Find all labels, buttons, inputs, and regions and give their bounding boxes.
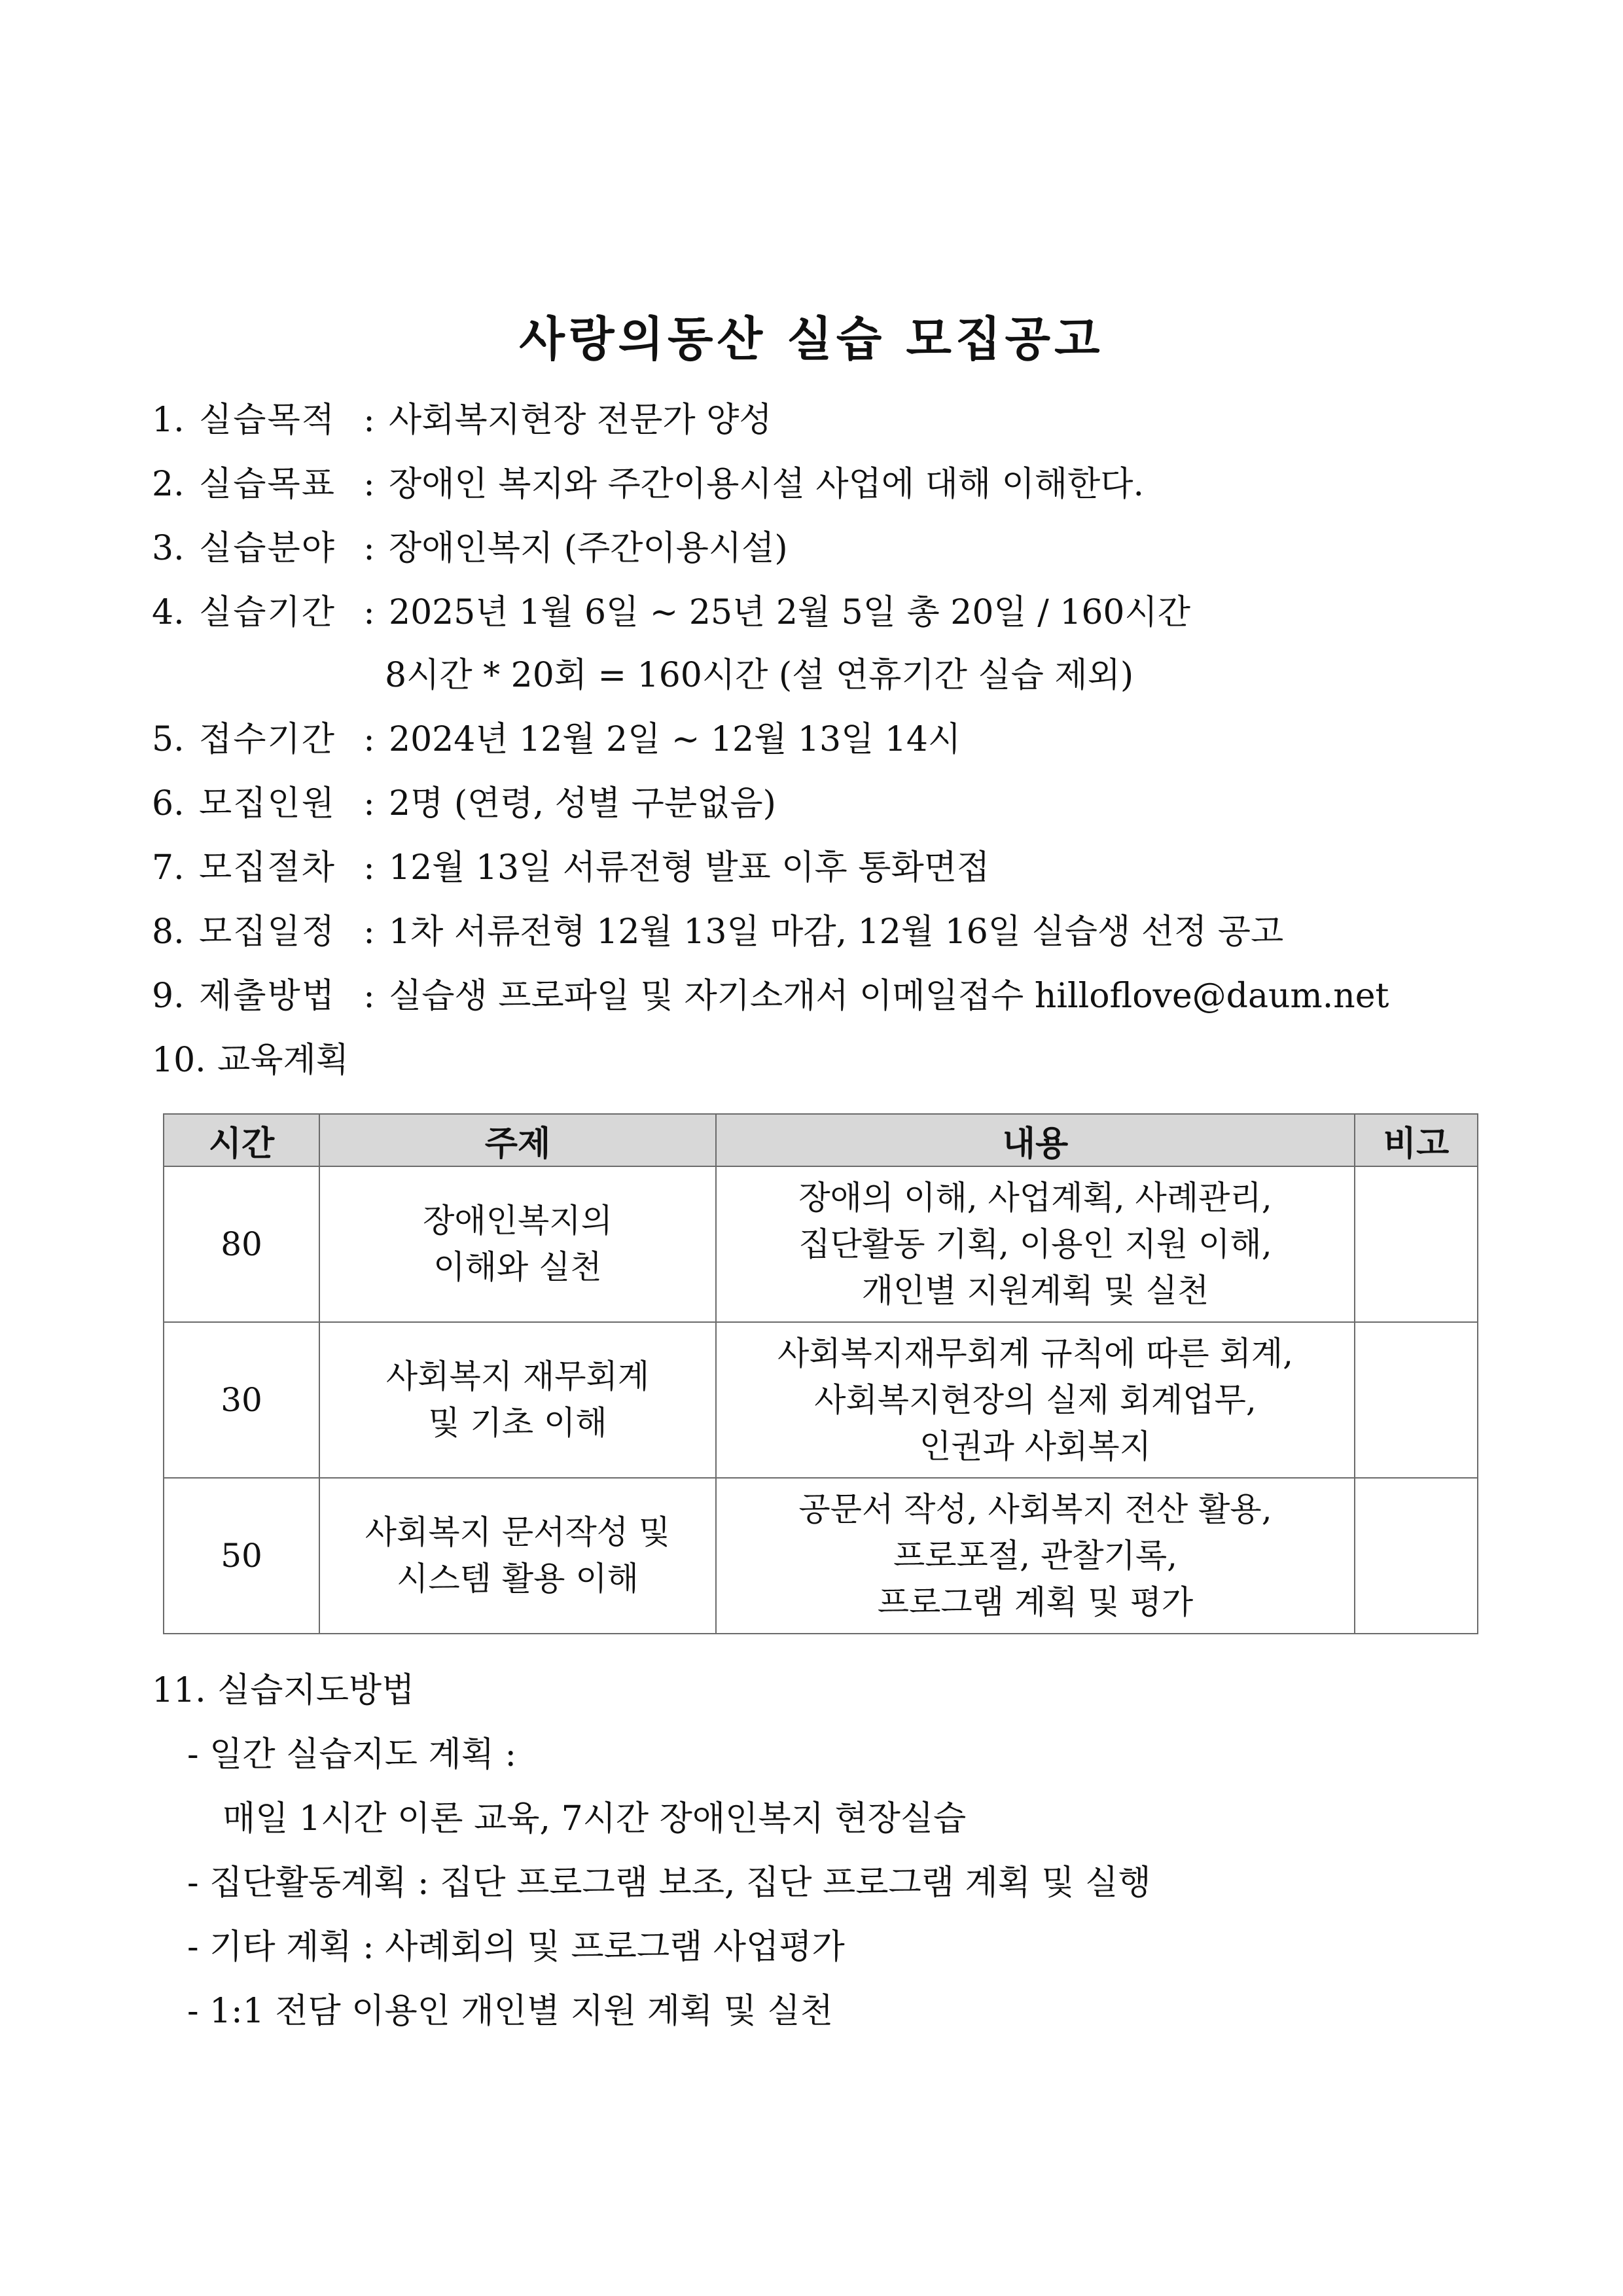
cell-note [1355, 1478, 1478, 1634]
item-number: 10. [152, 1041, 206, 1080]
item-value: 12월 13일 서류전형 발표 이후 통화면접 [389, 848, 990, 888]
item-goal [152, 465, 1145, 504]
topic-line: 사회복지 재무회계 [385, 1357, 650, 1395]
item-submission [152, 977, 1389, 1016]
section-education-plan [152, 1041, 349, 1080]
item-label: 제출방법 [199, 977, 336, 1016]
item-value: 장애인 복지와 주간이용시설 사업에 대해 이해한다. [389, 465, 1145, 504]
content-line: 사회복지현장의 실제 회계업무, [814, 1380, 1257, 1419]
content-line: 개인별 지원계획 및 실천 [861, 1271, 1209, 1310]
cell-hours: 30 [164, 1322, 319, 1478]
item-number: 6. [152, 784, 185, 823]
cell-content [716, 1322, 1355, 1478]
cell-hours: 80 [164, 1166, 319, 1322]
item-number: 2. [152, 465, 185, 504]
cell-topic [319, 1166, 716, 1322]
education-plan-table [163, 1113, 1478, 1634]
item-colon: : [363, 784, 375, 823]
item-label: 모집인원 [199, 784, 336, 823]
item-value: 2024년 12월 2일 ~ 12월 13일 14시 [389, 720, 961, 759]
header-topic: 주제 [319, 1114, 716, 1166]
item-application-period [152, 720, 961, 759]
supervision-line-one-on-one: - 1:1 전담 이용인 개인별 지원 계획 및 실천 [187, 1992, 833, 2031]
header-hours: 시간 [164, 1114, 319, 1166]
cell-topic [319, 1478, 716, 1634]
item-procedure [152, 848, 990, 888]
item-period [152, 593, 1190, 632]
item-colon: : [363, 401, 375, 440]
content-line: 인권과 사회복지 [919, 1427, 1151, 1465]
item-number: 7. [152, 848, 185, 888]
cell-hours: 50 [164, 1478, 319, 1634]
item-colon: : [363, 912, 375, 952]
item-field [152, 529, 788, 568]
content-line: 공문서 작성, 사회복지 전산 활용, [798, 1490, 1272, 1528]
topic-line: 장애인복지의 [423, 1202, 613, 1240]
item-label: 모집절차 [199, 848, 336, 888]
item-label: 실습목표 [199, 465, 336, 504]
cell-content [716, 1478, 1355, 1634]
item-colon: : [363, 720, 375, 759]
table-row [164, 1478, 1478, 1634]
item-colon: : [363, 848, 375, 888]
page-title: 사랑의동산 실습 모집공고 [519, 311, 1104, 367]
topic-line: 시스템 활용 이해 [397, 1560, 639, 1598]
cell-content [716, 1166, 1355, 1322]
item-number: 5. [152, 720, 185, 759]
item-value: 2025년 1월 6일 ~ 25년 2월 5일 총 20일 / 160시간 [389, 593, 1190, 632]
content-line: 집단활동 기획, 이용인 지원 이해, [798, 1225, 1272, 1263]
supervision-line-daily-detail: 매일 1시간 이론 교육, 7시간 장애인복지 현장실습 [223, 1799, 967, 1839]
content-line: 장애의 이해, 사업계획, 사례관리, [798, 1178, 1272, 1217]
item-number: 8. [152, 912, 185, 952]
topic-line: 이해와 실천 [433, 1248, 602, 1286]
item-period-continuation: 8시간 * 20회 = 160시간 (설 연휴기간 실습 제외) [385, 656, 1134, 695]
content-line: 사회복지재무회계 규칙에 따른 회계, [777, 1334, 1294, 1372]
supervision-line-daily: - 일간 실습지도 계획 : [187, 1735, 517, 1774]
cell-note [1355, 1322, 1478, 1478]
content-line: 프로포절, 관찰기록, [893, 1536, 1178, 1575]
item-label: 실습기간 [199, 593, 336, 632]
item-number: 1. [152, 401, 185, 440]
cell-note [1355, 1166, 1478, 1322]
item-value: 장애인복지 (주간이용시설) [389, 529, 788, 568]
section-label: 실습지도방법 [217, 1671, 415, 1710]
item-colon: : [363, 465, 375, 504]
header-content: 내용 [716, 1114, 1355, 1166]
header-note: 비고 [1355, 1114, 1478, 1166]
topic-line: 사회복지 문서작성 및 [365, 1513, 671, 1551]
item-number: 4. [152, 593, 185, 632]
item-label: 실습분야 [199, 529, 336, 568]
item-label: 접수기간 [199, 720, 336, 759]
item-value: 1차 서류전형 12월 13일 마감, 12월 16일 실습생 선정 공고 [389, 912, 1284, 952]
cell-topic [319, 1322, 716, 1478]
item-number: 11. [152, 1671, 206, 1710]
section-label: 교육계획 [217, 1041, 349, 1080]
item-recruit-count [152, 784, 776, 823]
table-row [164, 1322, 1478, 1478]
item-label: 모집일정 [199, 912, 336, 952]
item-schedule [152, 912, 1284, 952]
supervision-line-other: - 기타 계획 : 사례회의 및 프로그램 사업평가 [187, 1928, 845, 1967]
item-colon: : [363, 529, 375, 568]
item-colon: : [363, 977, 375, 1016]
item-label: 실습목적 [199, 401, 336, 440]
table-header-row [164, 1114, 1478, 1166]
item-value: 실습생 프로파일 및 자기소개서 이메일접수 hilloflove@daum.net [389, 977, 1389, 1016]
supervision-line-group: - 집단활동계획 : 집단 프로그램 보조, 집단 프로그램 계획 및 실행 [187, 1863, 1151, 1903]
item-value: 2명 (연령, 성별 구분없음) [389, 784, 776, 823]
item-number: 3. [152, 529, 185, 568]
item-value: 사회복지현장 전문가 양성 [389, 401, 772, 440]
item-number: 9. [152, 977, 185, 1016]
section-supervision-method [152, 1671, 415, 1710]
item-colon: : [363, 593, 375, 632]
content-line: 프로그램 계획 및 평가 [877, 1583, 1194, 1621]
table-row [164, 1166, 1478, 1322]
item-purpose [152, 401, 772, 440]
topic-line: 및 기초 이해 [428, 1404, 607, 1442]
